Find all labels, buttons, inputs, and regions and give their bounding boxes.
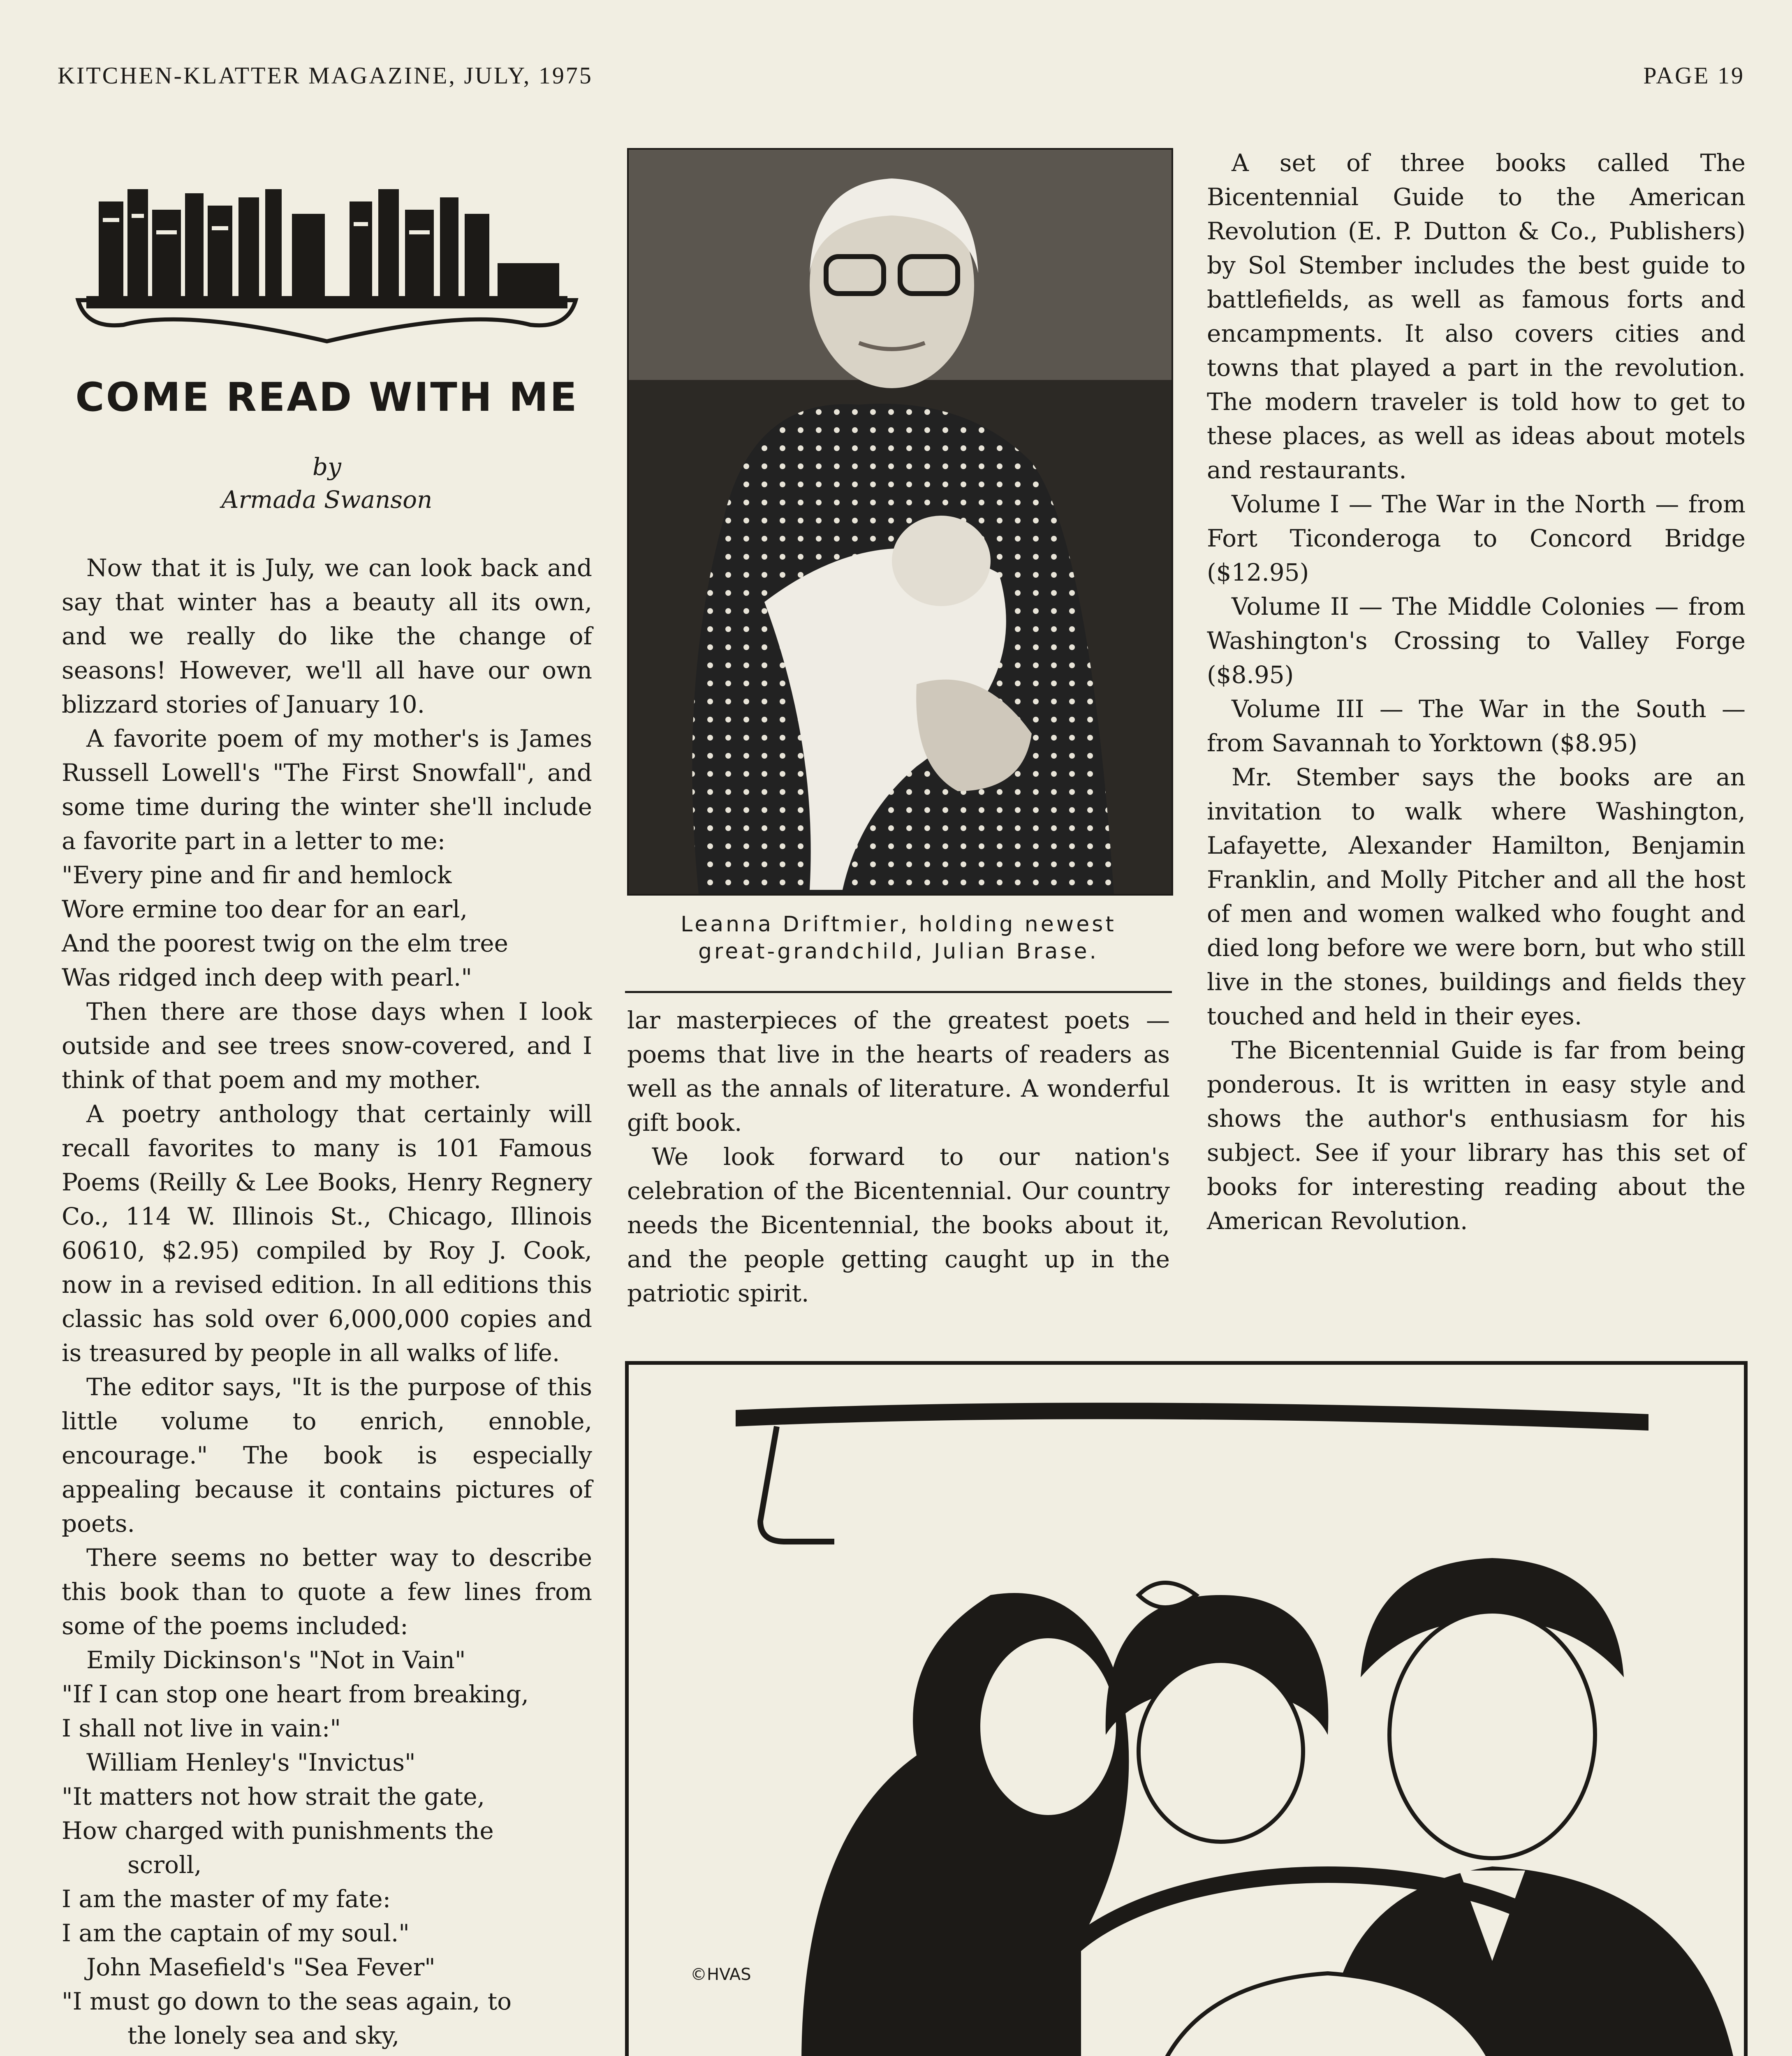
poem-citation: William Henley's "Invictus": [86, 1748, 416, 1776]
paragraph: A poetry anthology that certainly will recall favorites to many is 101 Famous Poems (Reilly & Lee Books, Henry Regnery Co., 114 W. Illinois St., Chicago, Illinois 60610, $2.95) compiled by Roy J. Cook, now in a revised edition. In all editions this classic has sold over 6,000,000 copies and is treasured by people in all walks of life.: [62, 1100, 592, 1367]
column-1-text: [62, 551, 592, 2056]
poem-line: Was ridged inch deep with pearl.": [62, 963, 472, 991]
poem-line: [62, 2053, 592, 2056]
column-3-text: [1207, 146, 1746, 1238]
byline-by: by: [313, 453, 341, 481]
paragraph: lar masterpieces of the greatest poets — poems that live in the hearts of readers as well as the annals of literature. A wonderful gift book.: [627, 1006, 1170, 1137]
poem-line: scroll,: [127, 1851, 202, 1879]
family-car-illustration: [629, 1365, 1744, 2056]
poem-line: And the poorest twig on the elm tree: [62, 929, 508, 957]
paragraph: Mr. Stember says the books are an invitation to walk where Washington, Lafayette, Alexander Hamilton, Benjamin Franklin, and Molly Pitcher and all the host of men and women walked who fought and died long before we were born, but who still live in the stones, buildings and fields they touched and held in their eyes.: [1207, 763, 1746, 1030]
poem-citation: John Masefield's "Sea Fever": [86, 1953, 435, 1981]
bookshelf-illustration: [62, 164, 592, 345]
poem-citation: Emily Dickinson's "Not in Vain": [86, 1646, 466, 1674]
page-number: PAGE 19: [1643, 62, 1745, 89]
masthead: KITCHEN-KLATTER MAGAZINE, JULY, 1975: [58, 62, 593, 89]
article-title: COME READ WITH ME: [75, 374, 579, 420]
paragraph: We look forward to our nation's celebration of the Bicentennial. Our country needs the Bicentennial, the books about it, and the people getting caught up in the patriotic spirit.: [627, 1143, 1170, 1307]
poem-line: "It matters not how strait the gate,: [62, 1783, 485, 1811]
poem-line: I am the master of my fate:: [62, 1885, 391, 1913]
column-2-text: [627, 1003, 1170, 1310]
paragraph: Volume III — The War in the South — from Savannah to Yorktown ($8.95): [1207, 695, 1746, 757]
paragraph: Volume I — The War in the North — from Fort Ticonderoga to Concord Bridge ($12.95): [1207, 490, 1746, 586]
author-name: Armada Swanson: [221, 486, 433, 514]
paragraph: A set of three books called The Bicentennial Guide to the American Revolution (E. P. Dutton & Co., Publishers) by Sol Stember includes the best guide to battlefields, as well as famous forts and encampments. It also covers cities and towns that played a part in the revolution. The modern traveler is told how to get to these places, as well as ideas about motels and restaurants.: [1207, 149, 1746, 484]
photo-caption-line-1: Leanna Driftmier, holding newest: [681, 912, 1116, 937]
paragraph: Now that it is July, we can look back and say that winter has a beauty all its own, and we really do like the change of seasons! However, we'll all have our own blizzard stories of January 10.: [62, 554, 592, 718]
poem-line: "I must go down to the seas again, to: [62, 1987, 512, 2015]
paragraph: The editor says, "It is the purpose of this little volume to enrich, ennoble, encourage." The book is especially appealing because it contains pictures of poets.: [62, 1373, 592, 1537]
grandmother-photo: [627, 148, 1173, 896]
poem-line: I am the captain of my soul.": [62, 1919, 410, 1947]
paragraph: The Bicentennial Guide is far from being ponderous. It is written in easy style and shows the author's enthusiasm for his subject. See if your library has this set of books for interesting reading about the American Revolution.: [1207, 1036, 1746, 1235]
paragraph: Then there are those days when I look outside and see trees snow-covered, and I think of that poem and my mother.: [62, 998, 592, 1094]
caption-rule: [625, 991, 1172, 993]
poem-line: the lonely sea and sky,: [127, 2021, 400, 2049]
paragraph: There seems no better way to describe this book than to quote a few lines from some of the poems included:: [62, 1544, 592, 1640]
poem-line: Wore ermine too dear for an earl,: [62, 895, 468, 923]
paragraph: A favorite poem of my mother's is James Russell Lowell's "The First Snowfall", and some time during the winter she'll include a favorite part in a letter to me:: [62, 725, 592, 855]
paragraph: Volume II — The Middle Colonies — from Washington's Crossing to Valley Forge ($8.95): [1207, 593, 1746, 689]
poem-line: How charged with punishments the: [62, 1817, 494, 1845]
poem-line: I shall not live in vain:": [62, 1714, 341, 1742]
illustrator-credit: ©HVAS: [690, 1965, 751, 1984]
poem-line: "Every pine and fir and hemlock: [62, 861, 452, 889]
subscription-advertisement: [625, 1361, 1748, 2056]
poem-line: "If I can stop one heart from breaking,: [62, 1680, 529, 1708]
photo-caption-line-2: great-grandchild, Julian Brase.: [698, 939, 1099, 964]
